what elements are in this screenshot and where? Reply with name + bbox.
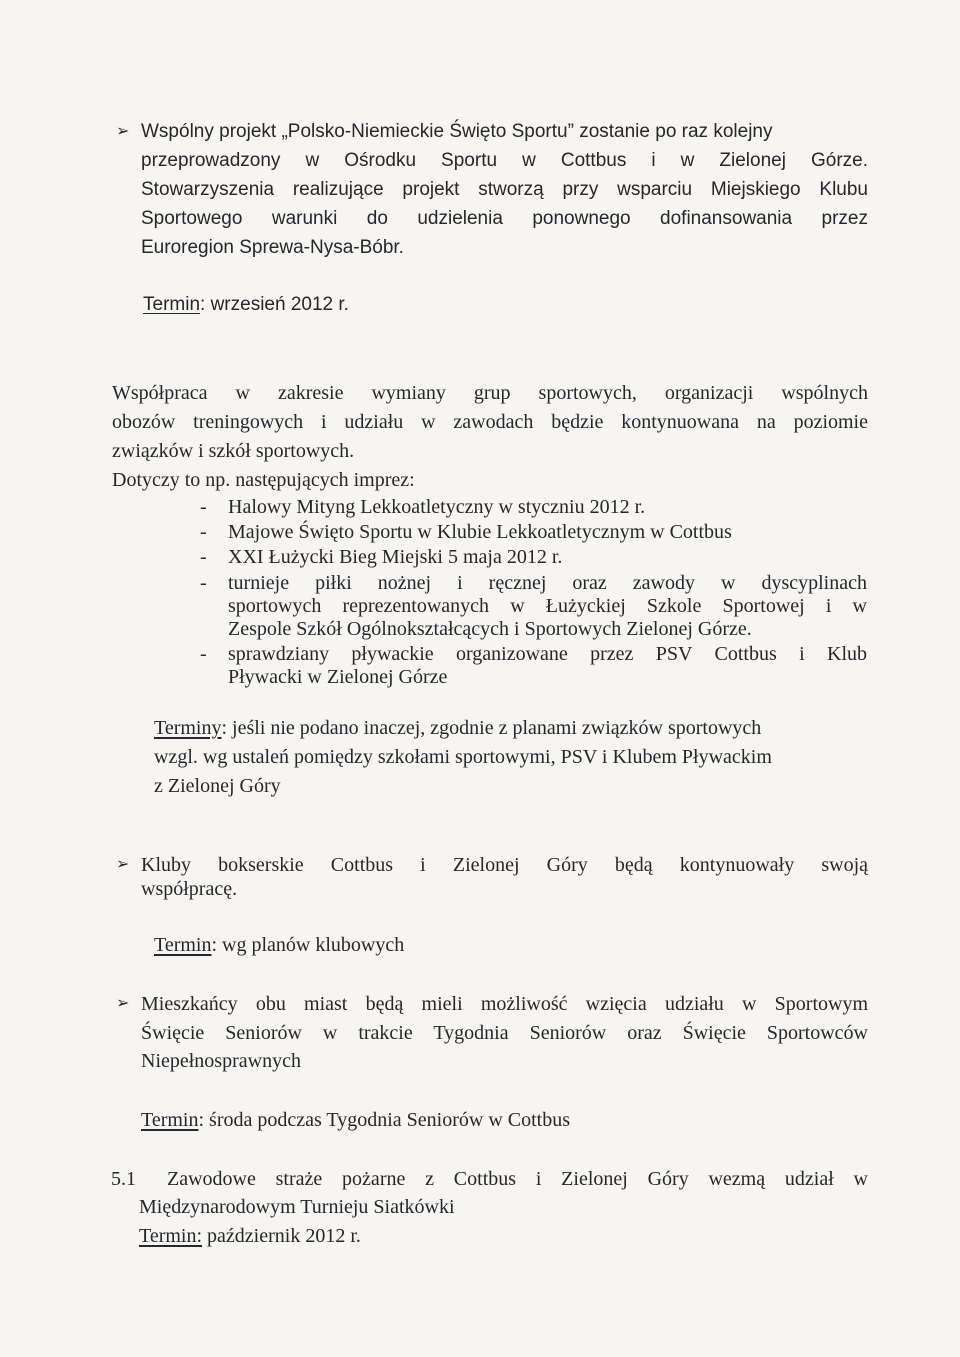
paragraph-line: przeprowadzony w Ośrodku Sportu w Cottbus i w Zielonej Górze. <box>141 150 868 171</box>
paragraph-line: Kluby bokserskie Cottbus i Zielonej Góry będą kontynuowały swoją <box>141 854 868 876</box>
list-item-line: turnieje piłki nożnej i ręcznej oraz zawody w dyscyplinach <box>228 572 867 594</box>
paragraph-line: Dotyczy to np. następujących imprez: <box>112 469 415 491</box>
paragraph-line: współpracę. <box>141 878 238 900</box>
term-line: z Zielonej Góry <box>154 775 281 797</box>
paragraph-line: Wspólny projekt „Polsko-Niemieckie Święto Sportu” zostanie po raz kolejny <box>141 121 773 142</box>
paragraph-line: Niepełnosprawnych <box>141 1050 301 1072</box>
term-value: : środa podczas Tygodnia Seniorów w Cottbus <box>198 1109 571 1131</box>
term-label: Terminy <box>154 717 222 739</box>
term-value: : jeśli nie podano inaczej, zgodnie z planami związków sportowych <box>221 717 762 739</box>
list-item: Halowy Mityng Lekkoatletyczny w styczniu 2012 r. <box>228 496 646 518</box>
term-label: Termin <box>143 294 201 315</box>
paragraph-line: obozów treningowych i udziału w zawodach będzie kontynuowana na poziomie <box>112 411 868 433</box>
term-value: : wg planów klubowych <box>211 934 405 956</box>
term-line <box>143 291 349 319</box>
term-line: wzgl. wg ustaleń pomiędzy szkołami sportowymi, PSV i Klubem Pływackim <box>154 746 772 768</box>
term-line <box>139 1222 361 1250</box>
section-number: 5.1 <box>111 1168 136 1190</box>
term-value: : wrzesień 2012 r. <box>200 294 349 315</box>
list-item: XXI Łużycki Bieg Miejski 5 maja 2012 r. <box>228 546 563 568</box>
paragraph-line: Mieszkańcy obu miast będą mieli możliwość wzięcia udziału w Sportowym <box>141 993 868 1015</box>
term-label: Termin <box>154 934 212 956</box>
dash-bullet: - <box>200 496 207 518</box>
arrow-bullet-icon: ➢ <box>116 123 130 140</box>
list-item: Majowe Święto Sportu w Klubie Lekkoatletycznym w Cottbus <box>228 521 732 543</box>
arrow-bullet-icon: ➢ <box>116 995 130 1012</box>
paragraph-line: Sportowego warunki do udzielenia ponownego dofinansowania przez <box>141 208 868 229</box>
list-item-line: Pływacki w Zielonej Górze <box>228 666 448 688</box>
term-line <box>154 714 761 742</box>
dash-bullet: - <box>200 643 207 665</box>
dash-bullet: - <box>200 546 207 568</box>
paragraph-line: Współpraca w zakresie wymiany grup sportowych, organizacji wspólnych <box>112 382 868 404</box>
list-item-line: Zespole Szkół Ogólnokształcących i Sportowych Zielonej Górze. <box>228 618 752 640</box>
paragraph-line: Euroregion Sprewa-Nysa-Bóbr. <box>141 237 404 258</box>
term-line <box>141 1106 570 1134</box>
term-line <box>154 931 404 959</box>
paragraph-line: Międzynarodowym Turnieju Siatkówki <box>139 1196 455 1218</box>
paragraph-line: związków i szkół sportowych. <box>112 440 355 462</box>
term-label: Termin <box>141 1109 199 1131</box>
arrow-bullet-icon: ➢ <box>116 856 130 873</box>
paragraph-line: Święcie Seniorów w trakcie Tygodnia Seniorów oraz Święcie Sportowców <box>141 1022 868 1044</box>
list-item-line: sprawdziany pływackie organizowane przez PSV Cottbus i Klub <box>228 643 867 665</box>
paragraph-line: Stowarzyszenia realizujące projekt stworzą przy wsparciu Miejskiego Klubu <box>141 179 868 200</box>
dash-bullet: - <box>200 572 207 594</box>
paragraph-line: Zawodowe straże pożarne z Cottbus i Zielonej Góry wezmą udział w <box>167 1168 868 1190</box>
term-label: Termin: <box>139 1225 203 1247</box>
list-item-line: sportowych reprezentowanych w Łużyckiej Szkole Sportowej i w <box>228 595 867 617</box>
dash-bullet: - <box>200 521 207 543</box>
term-value: październik 2012 r. <box>202 1225 361 1247</box>
